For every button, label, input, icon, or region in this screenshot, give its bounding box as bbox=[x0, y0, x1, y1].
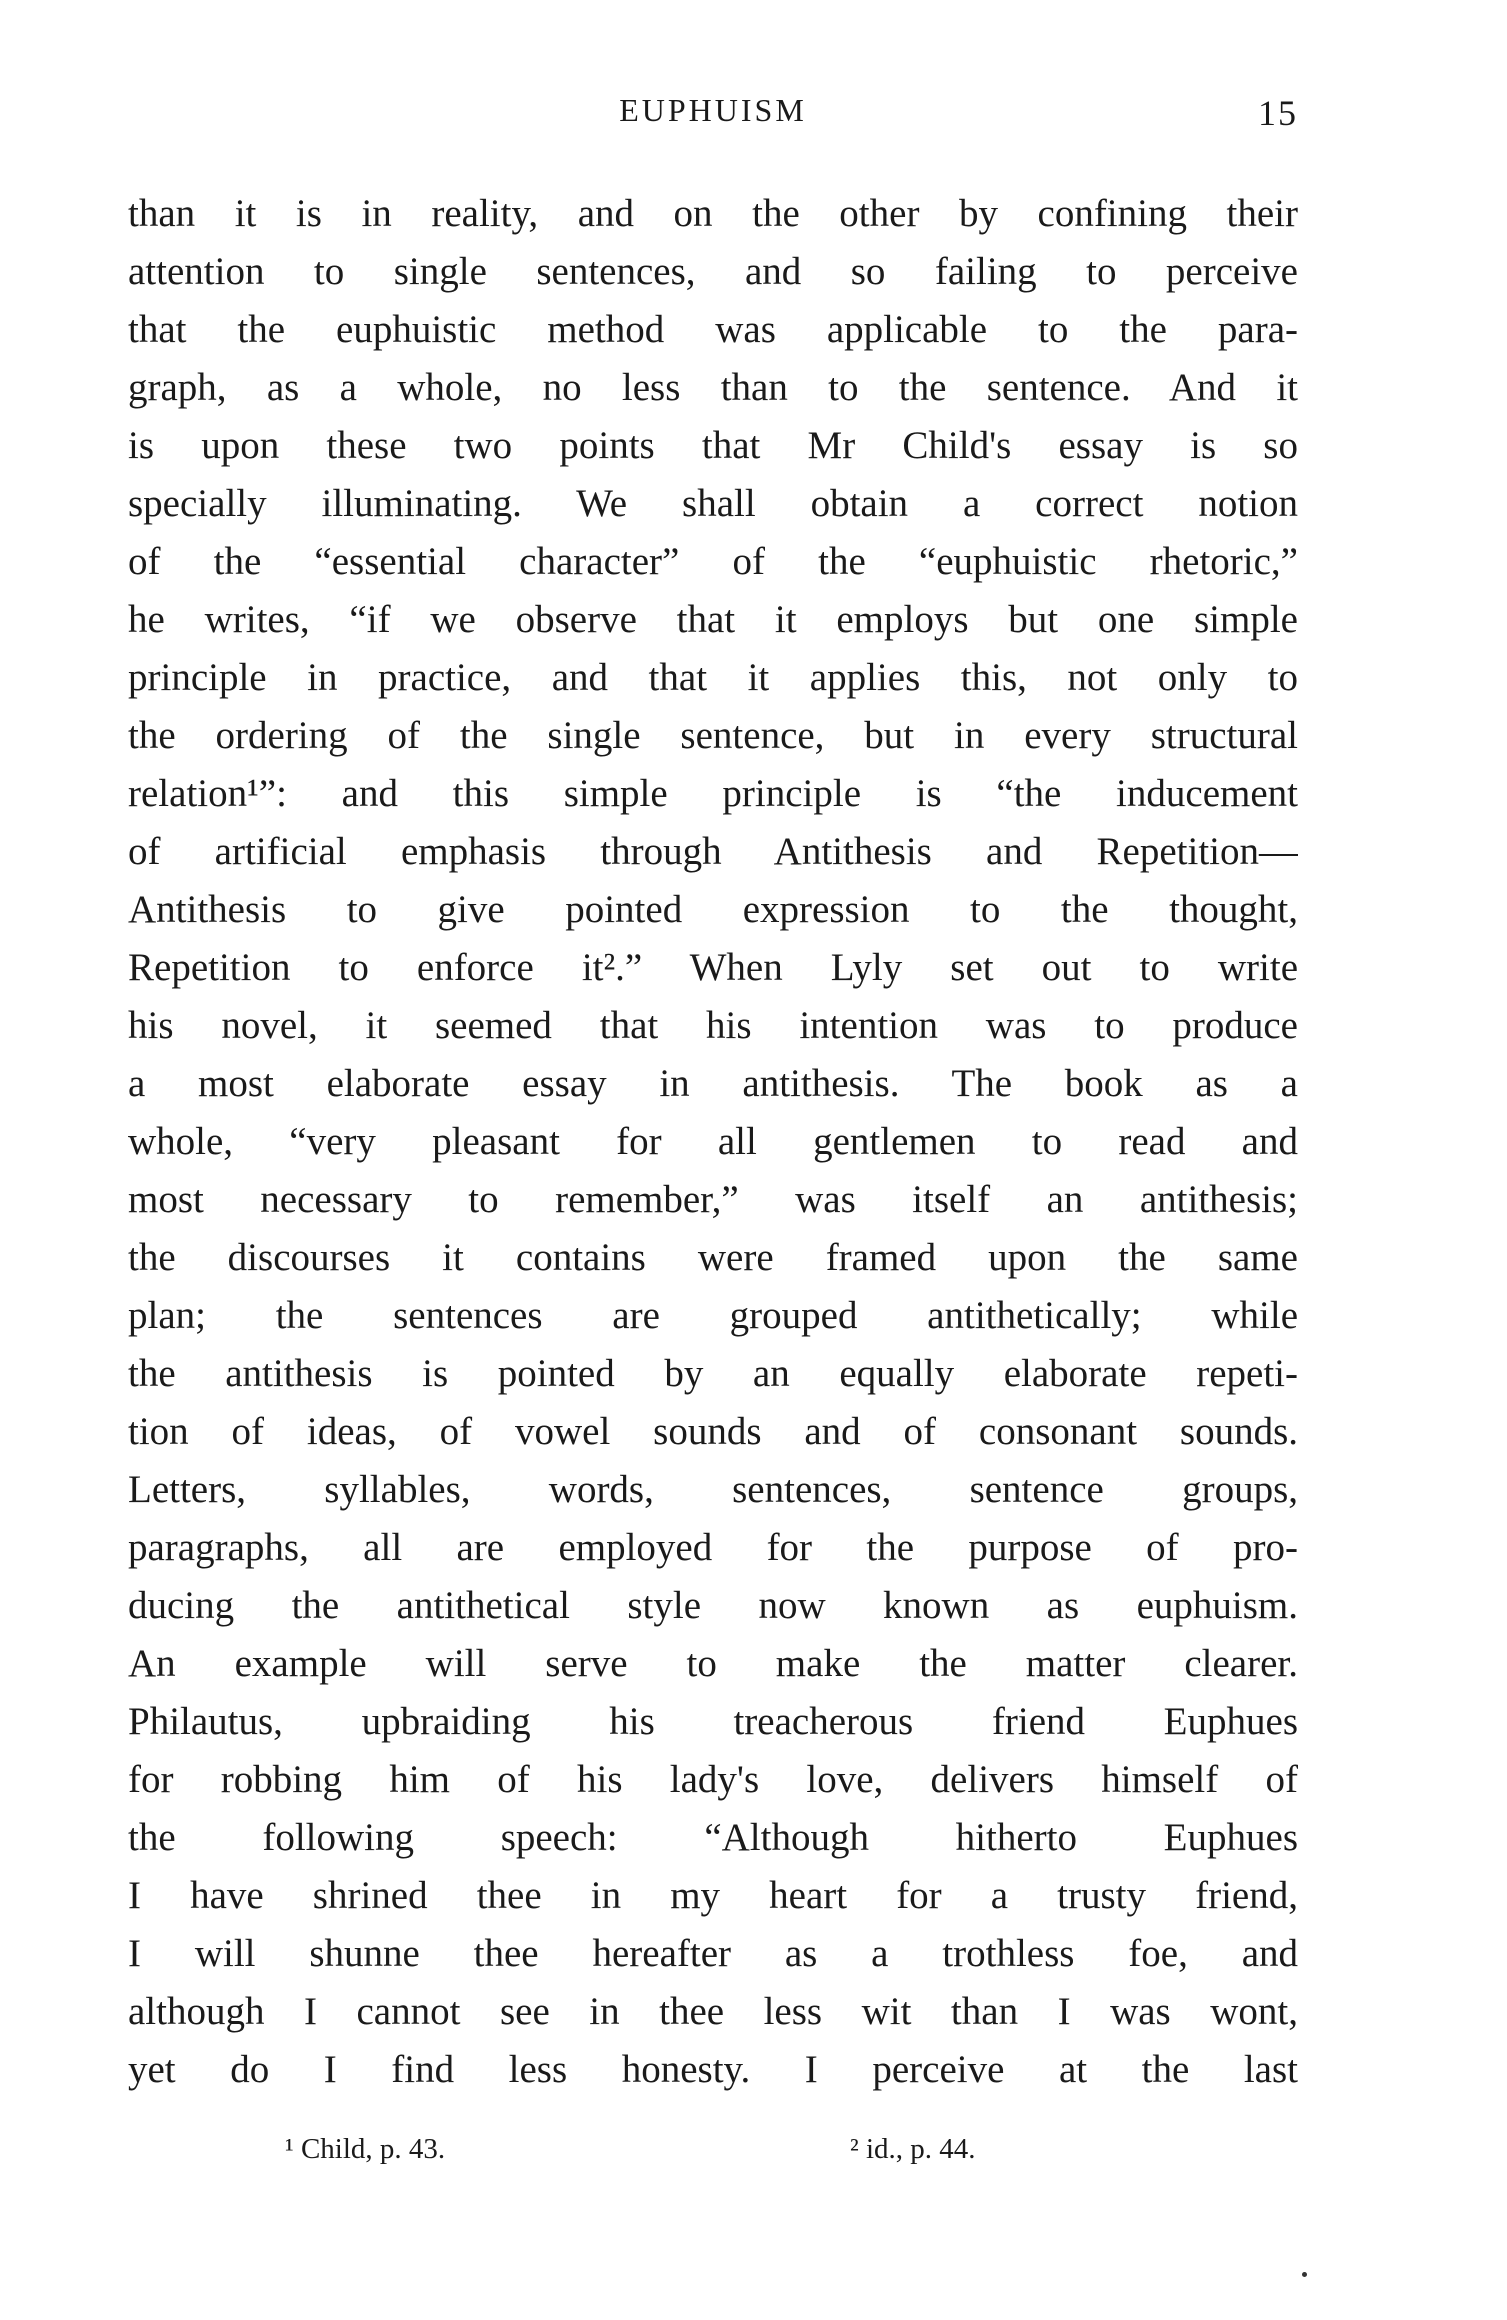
text-line: of the “essential character” of the “euphuistic rhetoric,” bbox=[128, 540, 1298, 583]
text-line: he writes, “if we observe that it employs but one simple bbox=[128, 598, 1298, 641]
text-line: Philautus, upbraiding his treacherous friend Euphues bbox=[128, 1700, 1298, 1743]
text-line: the ordering of the single sentence, but in every structural bbox=[128, 714, 1298, 757]
text-line: whole, “very pleasant for all gentlemen to read and bbox=[128, 1120, 1298, 1163]
text-line: the following speech: “Although hitherto Euphues bbox=[128, 1816, 1298, 1859]
text-line: An example will serve to make the matter clearer. bbox=[128, 1642, 1298, 1685]
text-line: plan; the sentences are grouped antithetically; while bbox=[128, 1294, 1298, 1337]
text-line: graph, as a whole, no less than to the sentence. And it bbox=[128, 366, 1298, 409]
text-line: his novel, it seemed that his intention was to produce bbox=[128, 1004, 1298, 1047]
text-line: most necessary to remember,” was itself an antithesis; bbox=[128, 1178, 1298, 1221]
text-line: paragraphs, all are employed for the purpose of pro- bbox=[128, 1526, 1298, 1569]
text-line: of artificial emphasis through Antithesis and Repetition— bbox=[128, 830, 1298, 873]
footnote-1: ¹ Child, p. 43. bbox=[285, 2133, 446, 2165]
text-line: relation¹”: and this simple principle is “the inducement bbox=[128, 772, 1298, 815]
text-line: yet do I find less honesty. I perceive at the last bbox=[128, 2048, 1298, 2091]
running-title: EUPHUISM bbox=[619, 92, 807, 128]
text-line: attention to single sentences, and so failing to perceive bbox=[128, 250, 1298, 293]
text-line: ducing the antithetical style now known as euphuism. bbox=[128, 1584, 1298, 1627]
page-number: 15 bbox=[1258, 93, 1298, 133]
text-line: the antithesis is pointed by an equally elaborate repeti- bbox=[128, 1352, 1298, 1395]
text-line: although I cannot see in thee less wit than I was wont, bbox=[128, 1990, 1298, 2033]
text-line: Repetition to enforce it².” When Lyly set out to write bbox=[128, 946, 1298, 989]
text-line: I will shunne thee hereafter as a trothless foe, and bbox=[128, 1932, 1298, 1975]
printing-speck bbox=[1302, 2272, 1307, 2277]
text-line: I have shrined thee in my heart for a trusty friend, bbox=[128, 1874, 1298, 1917]
text-line: for robbing him of his lady's love, delivers himself of bbox=[128, 1758, 1298, 1801]
text-line: principle in practice, and that it applies this, not only to bbox=[128, 656, 1298, 699]
footnotes bbox=[270, 2133, 1170, 2177]
text-line: a most elaborate essay in antithesis. The book as a bbox=[128, 1062, 1298, 1105]
footnote-2: ² id., p. 44. bbox=[850, 2133, 976, 2165]
text-line: tion of ideas, of vowel sounds and of consonant sounds. bbox=[128, 1410, 1298, 1453]
text-line: is upon these two points that Mr Child's essay is so bbox=[128, 424, 1298, 467]
text-line: specially illuminating. We shall obtain a correct notion bbox=[128, 482, 1298, 525]
text-line: Letters, syllables, words, sentences, sentence groups, bbox=[128, 1468, 1298, 1511]
text-line: that the euphuistic method was applicable to the para- bbox=[128, 308, 1298, 351]
running-head bbox=[128, 92, 1298, 142]
body-text bbox=[128, 185, 1298, 2099]
text-line: than it is in reality, and on the other by confining their bbox=[128, 192, 1298, 235]
text-line: the discourses it contains were framed upon the same bbox=[128, 1236, 1298, 1279]
text-line: Antithesis to give pointed expression to the thought, bbox=[128, 888, 1298, 931]
